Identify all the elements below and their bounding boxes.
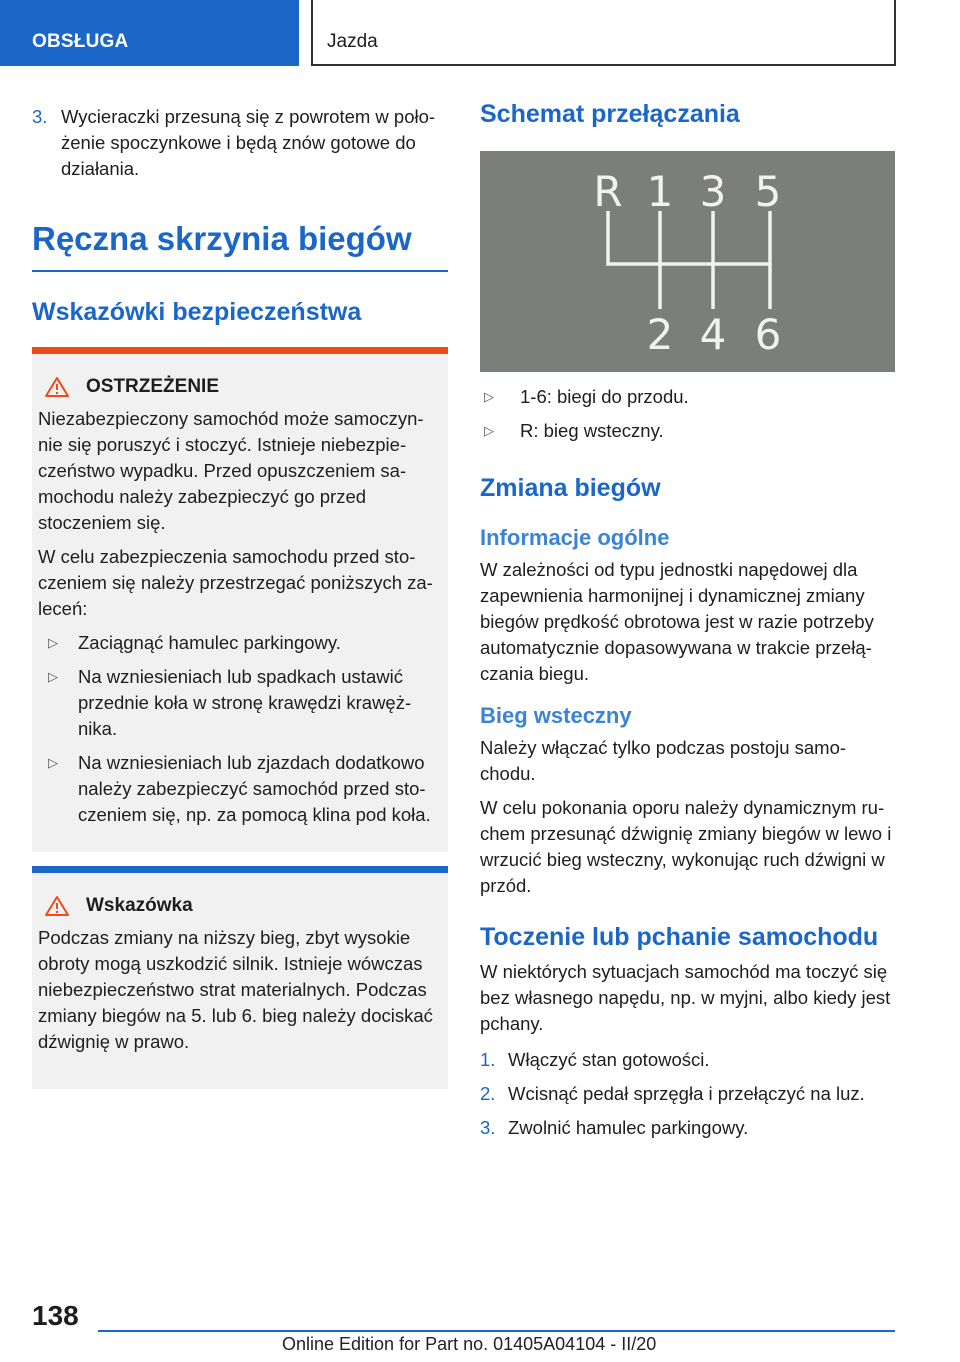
rolling-text: W niektórych sytuacjach samochód ma toczyć się bez własnego napędu, np. w myjni, albo kiedy jest pchany. xyxy=(480,961,891,1034)
list-item xyxy=(38,664,442,742)
list-item xyxy=(480,1047,895,1073)
note-box xyxy=(32,866,448,1089)
step-number: 2. xyxy=(480,1083,496,1104)
footer-divider xyxy=(98,1330,895,1332)
bullet-triangle-icon: ▷ xyxy=(48,755,58,770)
step-number: 3. xyxy=(32,106,48,127)
gear-shift-pattern-image xyxy=(480,151,895,372)
rolling-steps xyxy=(480,1047,895,1141)
schema-title: Schemat przełączania xyxy=(480,100,740,128)
list-item xyxy=(480,1081,895,1107)
warning-list xyxy=(38,630,442,828)
wiper-steps xyxy=(32,104,448,182)
warning-box xyxy=(32,347,448,852)
bullet-triangle-icon: ▷ xyxy=(48,635,58,650)
list-item xyxy=(38,630,442,656)
list-item xyxy=(480,418,895,444)
schema-list xyxy=(480,384,895,444)
bullet-triangle-icon: ▷ xyxy=(484,389,494,404)
list-item-text: Na wzniesieniach lub spadkach ustawić przednie koła w stronę krawędzi krawęż-nika. xyxy=(78,666,412,739)
list-item xyxy=(480,1115,895,1141)
reverse-gear-text: Należy włączać tylko podczas postoju samo-chodu. xyxy=(480,737,847,784)
step-number: 1. xyxy=(480,1049,496,1070)
warning-triangle-icon xyxy=(44,376,70,398)
edition-text: Online Edition for Part no. 01405A04104 - II/20 xyxy=(282,1334,657,1354)
step-number: 3. xyxy=(480,1117,496,1138)
list-item xyxy=(32,104,448,182)
gear-label-1: 1 xyxy=(646,167,674,216)
step-text: Włączyć stan gotowości. xyxy=(508,1049,710,1070)
chapter-title: Ręczna skrzynia biegów xyxy=(32,220,448,272)
left-column xyxy=(32,104,448,1089)
warning-paragraph: Niezabezpieczony samochód może samoczyn-nie się poruszyć i stoczyć. Istnieje niebezpie-czeństwo wypadku. Przed opuszczeniem sa-mochodu należy zabezpieczyć go przed stoczeniem się. xyxy=(38,408,424,533)
general-info-title: Informacje ogólne xyxy=(480,525,670,550)
list-item-text: 1-6: biegi do przodu. xyxy=(520,386,689,407)
reverse-gear-text: W celu pokonania oporu należy dynamicznym ru-chem przesunąć dźwignię zmiany biegów w lewo i wrzucić bieg wsteczny, wykonując ruch dźwigni w przód. xyxy=(480,797,892,896)
rolling-title: Toczenie lub pchanie samochodu xyxy=(480,923,879,951)
gear-label-2: 2 xyxy=(646,310,674,359)
list-item-text: R: bieg wsteczny. xyxy=(520,420,664,441)
gear-label-6: 6 xyxy=(754,310,782,359)
list-item xyxy=(480,384,895,410)
gear-label-4: 4 xyxy=(699,310,727,359)
safety-title: Wskazówki bezpieczeństwa xyxy=(32,298,362,326)
gear-label-5: 5 xyxy=(754,167,782,216)
bullet-triangle-icon: ▷ xyxy=(484,423,494,438)
warning-header xyxy=(38,376,442,398)
right-column xyxy=(480,100,895,1149)
general-info-text: W zależności od typu jednostki napędowej dla zapewnienia harmonijnej i dynamicznej zmiany biegów prędkość obrotowa jest w razie potrzeby automatycznie dopasowywana w trakcie przełą-czania biegu. xyxy=(480,559,874,684)
list-item-text: Na wzniesieniach lub zjazdach dodatkowo należy zabezpieczyć samochód przed sto-czeniem się, np. za pomocą klina pod koła. xyxy=(78,752,431,825)
reverse-gear-title: Bieg wsteczny xyxy=(480,703,632,728)
note-header xyxy=(38,895,442,917)
list-item xyxy=(38,750,442,828)
gear-label-3: 3 xyxy=(699,167,727,216)
note-paragraph: Podczas zmiany na niższy bieg, zbyt wysokie obroty mogą uszkodzić silnik. Istnieje wówczas niebezpieczeństwo strat materialnych. Podczas zmiany biegów na 5. lub 6. bieg należy dociskać dźwignię w prawo. xyxy=(38,927,433,1052)
list-item-text: Zaciągnąć hamulec parkingowy. xyxy=(78,632,341,653)
step-text: Wycieraczki przesuną się z powrotem w poło-żenie spoczynkowe i będą znów gotowe do działania. xyxy=(61,106,436,179)
bullet-triangle-icon: ▷ xyxy=(48,669,58,684)
chapter-tab: Jazda xyxy=(311,0,896,66)
warning-title: OSTRZEŻENIE xyxy=(86,376,220,397)
step-text: Zwolnić hamulec parkingowy. xyxy=(508,1117,749,1138)
warning-triangle-icon xyxy=(44,895,70,917)
gear-label-r: R xyxy=(593,167,623,216)
section-tab: OBSŁUGA xyxy=(0,0,299,66)
note-title: Wskazówka xyxy=(86,895,193,916)
warning-paragraph: W celu zabezpieczenia samochodu przed sto-czeniem się należy przestrzegać poniższych za-leceń: xyxy=(38,546,433,619)
step-text: Wcisnąć pedał sprzęgła i przełączyć na luz. xyxy=(508,1083,865,1104)
page-number: 138 xyxy=(32,1300,79,1331)
gear-change-title: Zmiana biegów xyxy=(480,474,661,502)
